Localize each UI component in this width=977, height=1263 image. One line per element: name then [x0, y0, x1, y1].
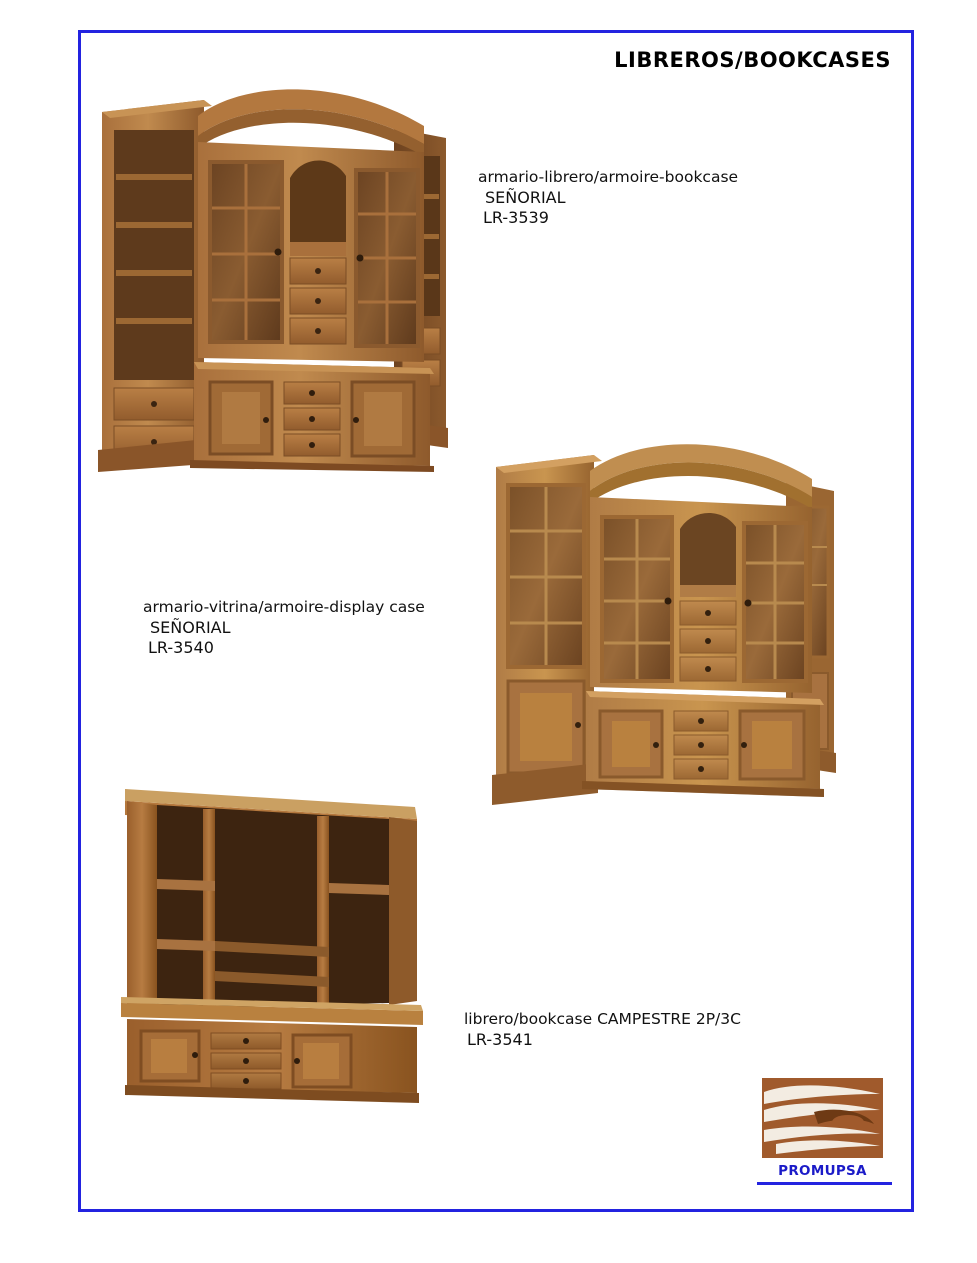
caption-model: SEÑORIAL: [485, 187, 566, 207]
product-image-lr-3540: [486, 425, 842, 815]
logo-text: PROMUPSA: [778, 1163, 867, 1179]
caption-code: LR-3539: [483, 208, 549, 228]
caption-description: armario-vitrina/armoire-display case: [143, 598, 425, 616]
caption-code: LR-3540: [148, 638, 214, 658]
caption-lr-3540: [143, 598, 425, 659]
caption-description: armario-librero/armoire-bookcase: [478, 168, 739, 186]
wave-logo-icon: [762, 1078, 883, 1158]
caption-description: librero/bookcase CAMPESTRE 2P/3C: [464, 1010, 741, 1028]
caption-lr-3541: [464, 1010, 741, 1050]
product-image-lr-3539: [94, 82, 450, 472]
page-title: LIBREROS/BOOKCASES: [614, 48, 891, 72]
caption-model: SEÑORIAL: [150, 617, 231, 637]
product-image-lr-3541: [117, 775, 429, 1105]
caption-lr-3539: [478, 168, 738, 229]
caption-code: LR-3541: [467, 1029, 533, 1049]
logo-underline: [757, 1182, 892, 1185]
